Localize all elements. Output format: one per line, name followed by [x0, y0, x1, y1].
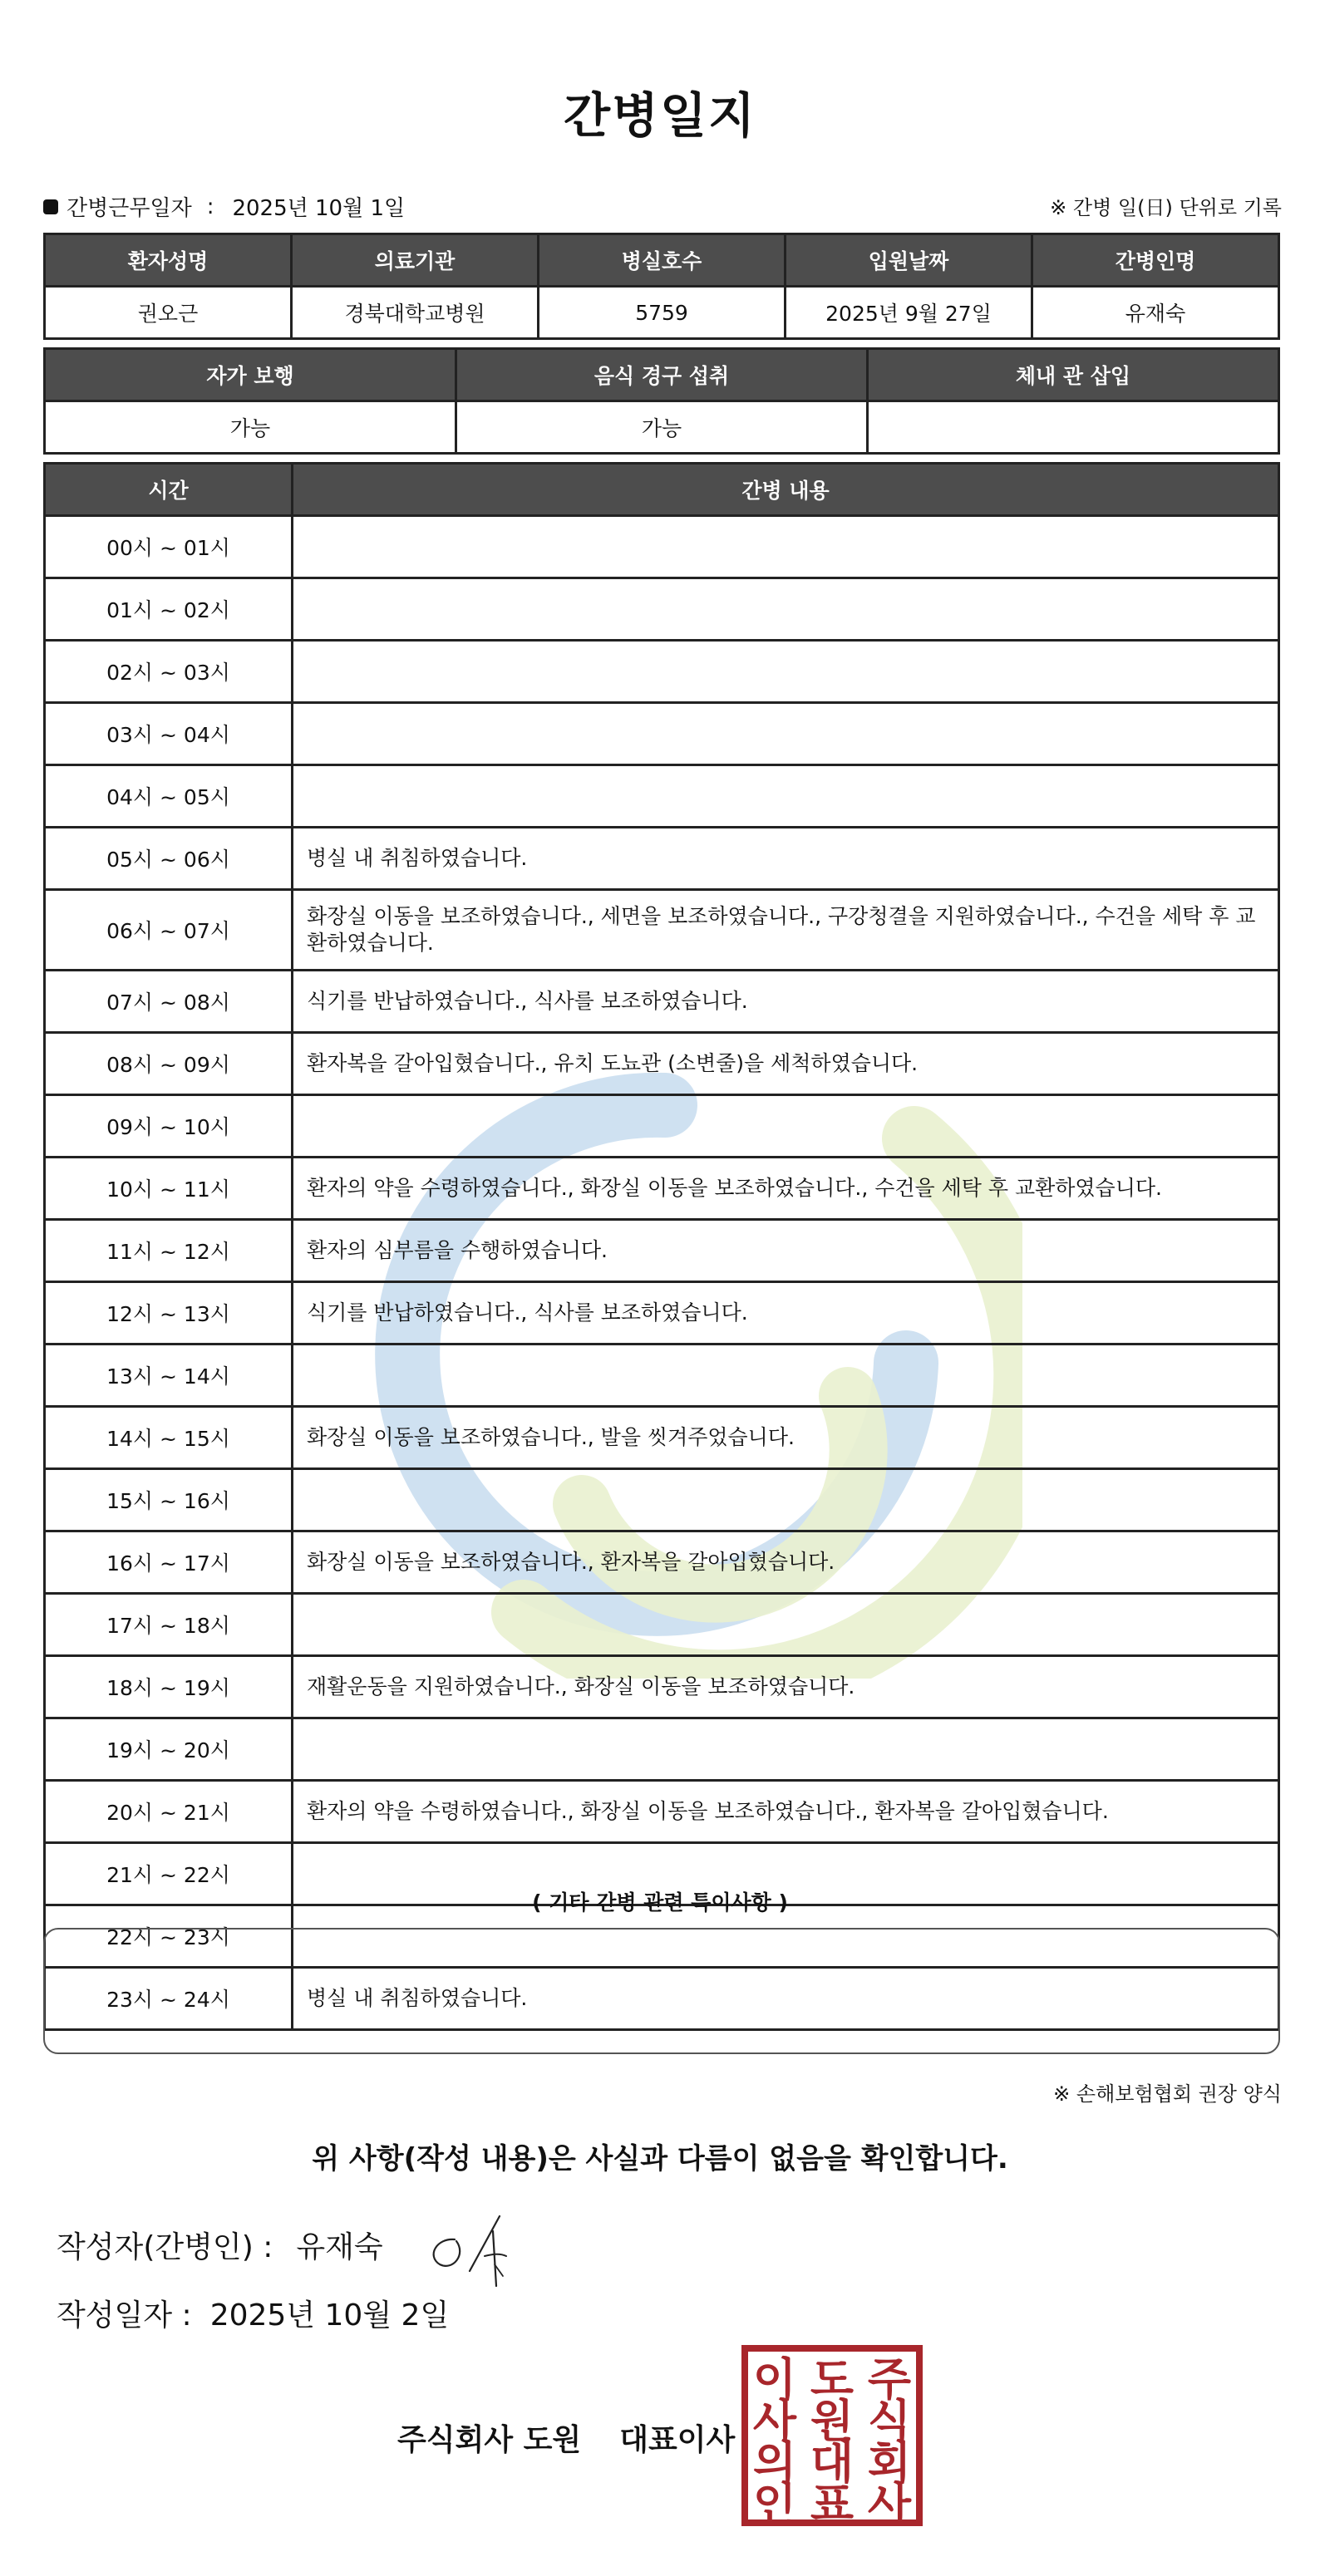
log-content: 환자의 심부름을 수행하였습니다. — [293, 1220, 1279, 1282]
log-row — [45, 703, 1279, 765]
log-time: 21시 ~ 22시 — [45, 1843, 293, 1905]
log-row — [45, 1033, 1279, 1095]
writer-line — [57, 2224, 383, 2266]
log-row — [45, 1656, 1279, 1718]
log-row — [45, 1469, 1279, 1531]
seal-character: 대 — [810, 2436, 855, 2489]
log-row — [45, 1718, 1279, 1781]
log-time: 00시 ~ 01시 — [45, 516, 293, 578]
log-content: 병실 내 취침하였습니다. — [293, 1968, 1279, 2030]
log-time: 18시 ~ 19시 — [45, 1656, 293, 1718]
log-time: 10시 ~ 11시 — [45, 1158, 293, 1220]
oral-intake-value: 가능 — [456, 401, 868, 454]
special-notes-title: ( 기타 간병 관련 특이사항 ) — [532, 1890, 788, 1915]
seal-character: 사 — [867, 2478, 912, 2528]
seal-character: 도 — [810, 2353, 855, 2406]
log-content: 재활운동을 지원하였습니다., 화장실 이동을 보조하였습니다. — [293, 1656, 1279, 1718]
log-row — [45, 1095, 1279, 1158]
seal-character: 회 — [867, 2436, 912, 2489]
patient-name: 권오근 — [45, 287, 292, 339]
log-time: 01시 ~ 02시 — [45, 578, 293, 641]
work-date-label: 간병근무일자 — [66, 196, 192, 221]
seal-character: 이 — [752, 2353, 797, 2406]
written-date-line — [57, 2292, 449, 2334]
log-time: 23시 ~ 24시 — [45, 1968, 293, 2030]
log-row — [45, 516, 1279, 578]
status-header-row — [45, 349, 1279, 401]
self-walking-value: 가능 — [45, 401, 456, 454]
log-row — [45, 578, 1279, 641]
care-log-table — [43, 462, 1280, 2031]
patient-value-row — [45, 287, 1279, 339]
bullet-square-icon — [43, 199, 58, 214]
log-content — [293, 1469, 1279, 1531]
writer-name: 유재숙 — [296, 2230, 383, 2264]
log-row — [45, 890, 1279, 971]
header-hospital: 의료기관 — [292, 234, 539, 287]
log-time: 04시 ~ 05시 — [45, 765, 293, 828]
log-row — [45, 765, 1279, 828]
seal-character: 원 — [810, 2395, 855, 2447]
log-content — [293, 578, 1279, 641]
log-time: 14시 ~ 15시 — [45, 1407, 293, 1469]
log-time: 17시 ~ 18시 — [45, 1594, 293, 1656]
work-date-separator: : — [206, 194, 214, 219]
log-content: 병실 내 취침하였습니다. — [293, 828, 1279, 890]
header-admission-date: 입원날짜 — [786, 234, 1032, 287]
log-time: 13시 ~ 14시 — [45, 1345, 293, 1407]
written-date-value: 2025년 10월 2일 — [209, 2298, 450, 2333]
log-time: 11시 ~ 12시 — [45, 1220, 293, 1282]
log-time: 07시 ~ 08시 — [45, 971, 293, 1033]
log-content: 화장실 이동을 보조하였습니다., 세면을 보조하였습니다., 구강청결을 지원하였습니다., 수건을 세탁 후 교환하였습니다. — [293, 890, 1279, 971]
caregiver-name: 유재숙 — [1032, 287, 1279, 339]
header-time: 시간 — [45, 464, 293, 516]
log-time: 22시 ~ 23시 — [45, 1905, 293, 1968]
log-content — [293, 1345, 1279, 1407]
log-time: 06시 ~ 07시 — [45, 890, 293, 971]
company-name: 주식회사 도원 — [397, 2423, 582, 2457]
log-time: 19시 ~ 20시 — [45, 1718, 293, 1781]
header-room-number: 병실호수 — [539, 234, 786, 287]
log-row — [45, 1594, 1279, 1656]
log-row — [45, 971, 1279, 1033]
company-line — [397, 2416, 735, 2459]
log-row — [45, 641, 1279, 703]
patient-status-table — [43, 347, 1280, 455]
log-content — [293, 1594, 1279, 1656]
header-self-walking: 자가 보행 — [45, 349, 456, 401]
log-time: 08시 ~ 09시 — [45, 1033, 293, 1095]
log-time: 12시 ~ 13시 — [45, 1282, 293, 1345]
written-date-label: 작성일자 : — [57, 2298, 192, 2333]
admission-date: 2025년 9월 27일 — [786, 287, 1032, 339]
log-time: 15시 ~ 16시 — [45, 1469, 293, 1531]
log-content: 식기를 반납하였습니다., 식사를 보조하였습니다. — [293, 1282, 1279, 1345]
log-content — [293, 641, 1279, 703]
log-time: 20시 ~ 21시 — [45, 1781, 293, 1843]
seal-character: 표 — [810, 2478, 855, 2528]
header-tube-insertion: 체내 관 삽입 — [868, 349, 1279, 401]
seal-character: 인 — [752, 2478, 797, 2528]
seal-character: 주 — [867, 2353, 912, 2406]
log-time: 16시 ~ 17시 — [45, 1531, 293, 1594]
log-row — [45, 1345, 1279, 1407]
header-care-content: 간병 내용 — [293, 464, 1279, 516]
special-notes-box — [43, 1928, 1280, 2054]
log-content — [293, 703, 1279, 765]
daily-record-note: ※ 간병 일(日) 단위로 기록 — [1050, 196, 1282, 219]
log-row — [45, 828, 1279, 890]
seal-character: 식 — [867, 2395, 912, 2447]
seal-character: 의 — [752, 2436, 797, 2489]
log-content: 환자의 약을 수령하였습니다., 화장실 이동을 보조하였습니다., 수건을 세탁 후 교환하였습니다. — [293, 1158, 1279, 1220]
log-row — [45, 1220, 1279, 1282]
log-time: 03시 ~ 04시 — [45, 703, 293, 765]
log-time: 09시 ~ 10시 — [45, 1095, 293, 1158]
log-content: 환자의 약을 수령하였습니다., 화장실 이동을 보조하였습니다., 환자복을 갈아입혔습니다. — [293, 1781, 1279, 1843]
patient-info-table — [43, 233, 1280, 340]
log-content — [293, 1718, 1279, 1781]
log-content: 화장실 이동을 보조하였습니다., 환자복을 갈아입혔습니다. — [293, 1531, 1279, 1594]
log-row — [45, 1407, 1279, 1469]
log-row — [45, 1781, 1279, 1843]
handwritten-signature — [420, 2206, 528, 2289]
log-row — [45, 1531, 1279, 1594]
header-patient-name: 환자성명 — [45, 234, 292, 287]
header-caregiver-name: 간병인명 — [1032, 234, 1279, 287]
log-content: 환자복을 갈아입혔습니다., 유치 도뇨관 (소변줄)을 세척하였습니다. — [293, 1033, 1279, 1095]
status-value-row — [45, 401, 1279, 454]
header-oral-intake: 음식 경구 섭취 — [456, 349, 868, 401]
tube-insertion-value — [868, 401, 1279, 454]
hospital-name: 경북대학교병원 — [292, 287, 539, 339]
log-header-row — [45, 464, 1279, 516]
room-number: 5759 — [539, 287, 786, 339]
log-content: 식기를 반납하였습니다., 식사를 보조하였습니다. — [293, 971, 1279, 1033]
log-row — [45, 1158, 1279, 1220]
page-title: 간병일지 — [563, 87, 757, 144]
company-seal-stamp — [740, 2343, 924, 2528]
confirmation-statement: 위 사항(작성 내용)은 사실과 다름이 없음을 확인합니다. — [312, 2142, 1008, 2175]
log-content: 화장실 이동을 보조하였습니다., 발을 씻겨주었습니다. — [293, 1407, 1279, 1469]
log-content — [293, 1095, 1279, 1158]
representative-title: 대표이사 — [619, 2423, 736, 2457]
writer-label: 작성자(간병인) : — [57, 2230, 273, 2264]
seal-character: 사 — [752, 2395, 797, 2447]
patient-header-row — [45, 234, 1279, 287]
log-time: 05시 ~ 06시 — [45, 828, 293, 890]
work-date-value: 2025년 10월 1일 — [232, 196, 406, 221]
log-row — [45, 1282, 1279, 1345]
log-time: 02시 ~ 03시 — [45, 641, 293, 703]
log-content — [293, 516, 1279, 578]
log-content — [293, 765, 1279, 828]
work-date-line — [43, 191, 405, 222]
form-source-note: ※ 손해보험협회 권장 양식 — [1053, 2082, 1282, 2106]
